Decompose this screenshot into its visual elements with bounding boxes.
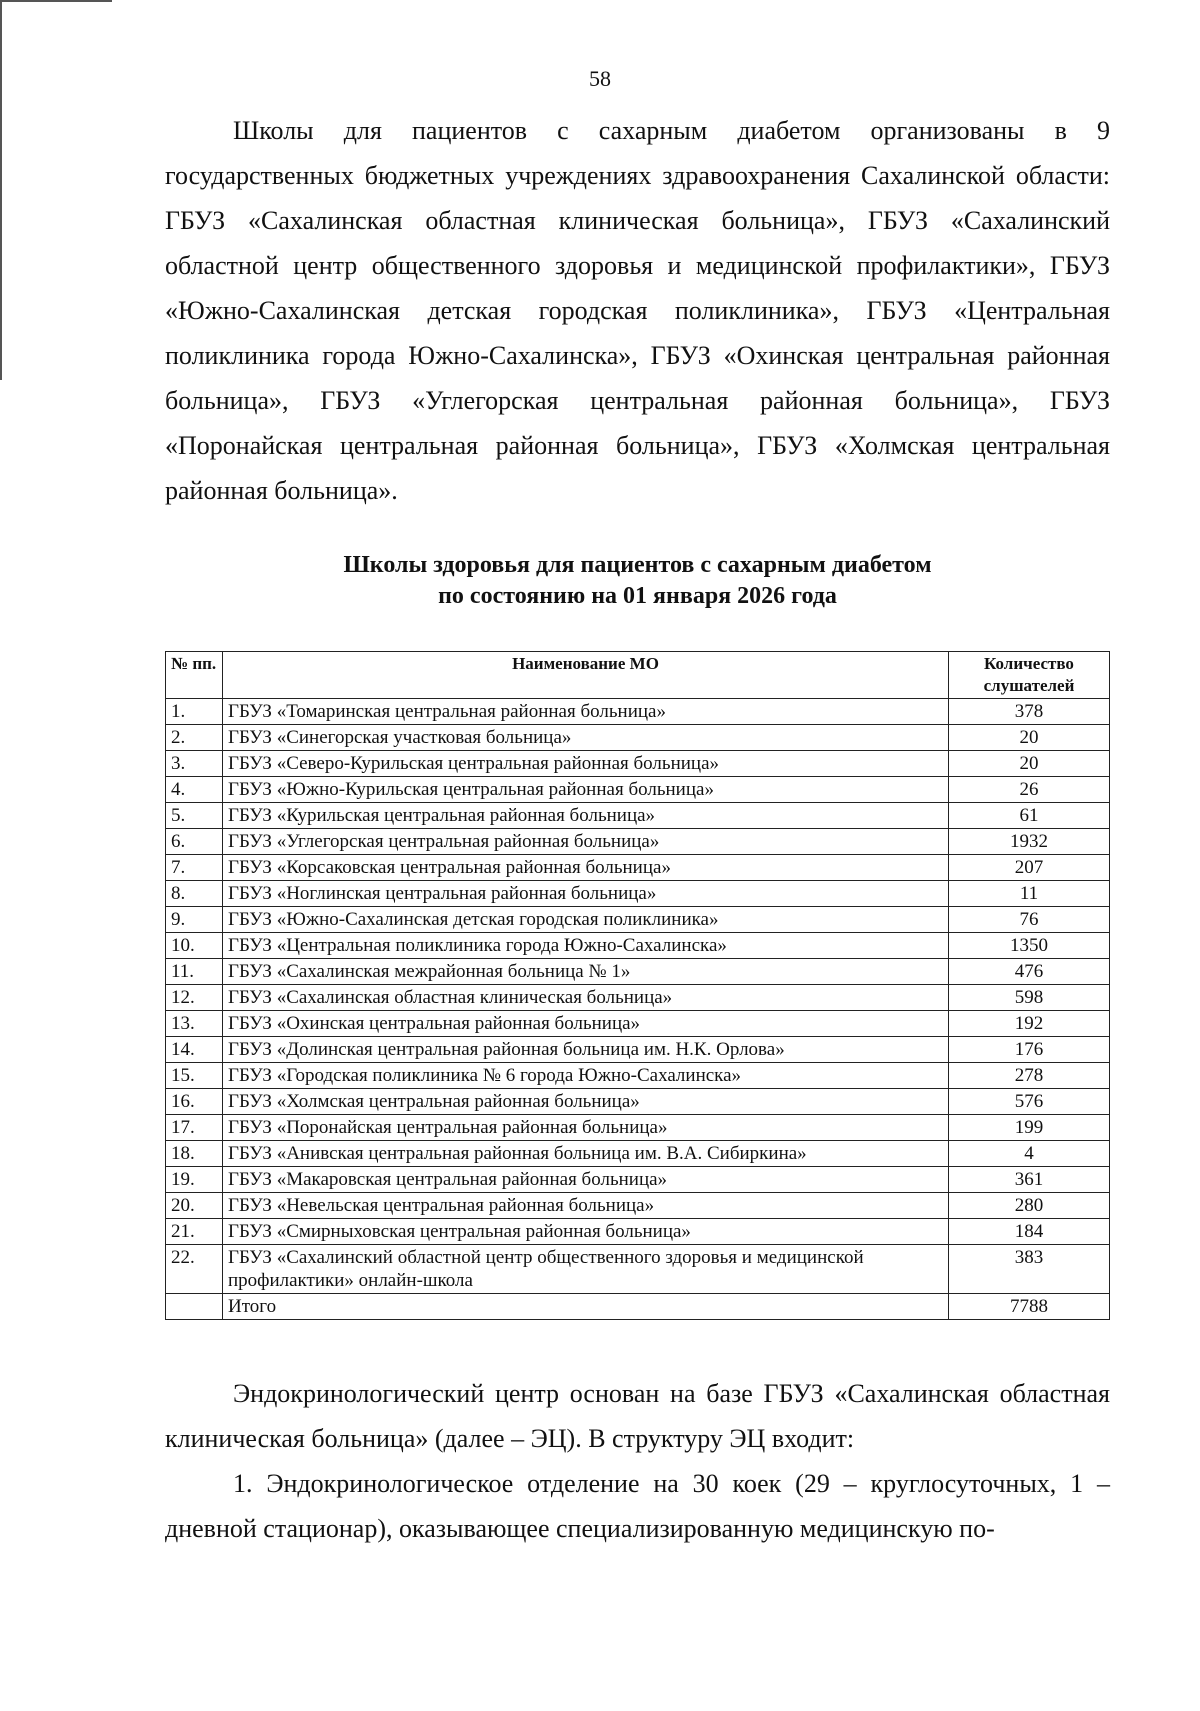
table-row xyxy=(166,751,1110,777)
row-mo-name: ГБУЗ «Курильская центральная районная больница» xyxy=(223,803,949,829)
row-listener-count: 476 xyxy=(949,959,1110,985)
row-mo-name: ГБУЗ «Синегорская участковая больница» xyxy=(223,725,949,751)
row-listener-count: 4 xyxy=(949,1141,1110,1167)
row-number: 14. xyxy=(166,1037,223,1063)
table-row xyxy=(166,829,1110,855)
row-number: 2. xyxy=(166,725,223,751)
scan-edge-top xyxy=(0,0,112,2)
table-row xyxy=(166,777,1110,803)
row-mo-name: ГБУЗ «Анивская центральная районная больница им. В.А. Сибиркина» xyxy=(223,1141,949,1167)
table-title-line-2: по состоянию на 01 января 2026 года xyxy=(438,583,837,609)
row-listener-count: 383 xyxy=(949,1245,1110,1294)
row-mo-name: ГБУЗ «Смирныховская центральная районная больница» xyxy=(223,1219,949,1245)
row-listener-count: 192 xyxy=(949,1011,1110,1037)
table-row xyxy=(166,1037,1110,1063)
row-mo-name: ГБУЗ «Долинская центральная районная больница им. Н.К. Орлова» xyxy=(223,1037,949,1063)
row-listener-count: 280 xyxy=(949,1193,1110,1219)
row-number: 17. xyxy=(166,1115,223,1141)
row-number: 6. xyxy=(166,829,223,855)
table-row xyxy=(166,985,1110,1011)
row-number: 11. xyxy=(166,959,223,985)
row-listener-count: 20 xyxy=(949,725,1110,751)
table-row xyxy=(166,855,1110,881)
row-mo-name: ГБУЗ «Невельская центральная районная больница» xyxy=(223,1193,949,1219)
table-row xyxy=(166,1193,1110,1219)
row-listener-count: 278 xyxy=(949,1063,1110,1089)
row-number: 18. xyxy=(166,1141,223,1167)
row-number: 22. xyxy=(166,1245,223,1294)
row-mo-name: ГБУЗ «Томаринская центральная районная больница» xyxy=(223,699,949,725)
table-row xyxy=(166,1063,1110,1089)
row-listener-count: 1350 xyxy=(949,933,1110,959)
intro-paragraph: Школы для пациентов с сахарным диабетом организованы в 9 государственных бюджетных учреждениях здравоохранения Сахалинской области: ГБУЗ «Сахалинская областная клиническая больница», ГБУЗ «Сахалинский областной центр общественного здоровья и медицинской профилактики», ГБУЗ «Южно-Сахалинская детская городская поликлиника», ГБУЗ «Центральная поликлиника города Южно-Сахалинска», ГБУЗ «Охинская центральная районная больница», ГБУЗ «Углегорская центральная районная больница», ГБУЗ «Поронайская центральная районная больница», ГБУЗ «Холмская центральная районная больница». xyxy=(165,116,1110,505)
table-row xyxy=(166,933,1110,959)
row-listener-count: 26 xyxy=(949,777,1110,803)
row-listener-count: 61 xyxy=(949,803,1110,829)
row-mo-name: ГБУЗ «Углегорская центральная районная больница» xyxy=(223,829,949,855)
header-count: Количество слушателей xyxy=(949,652,1110,699)
row-listener-count: 176 xyxy=(949,1037,1110,1063)
row-listener-count: 361 xyxy=(949,1167,1110,1193)
row-number: 13. xyxy=(166,1011,223,1037)
table-title-line-1: Школы здоровья для пациентов с сахарным диабетом xyxy=(343,552,932,578)
row-number: 5. xyxy=(166,803,223,829)
table-row xyxy=(166,1089,1110,1115)
row-listener-count: 7788 xyxy=(949,1294,1110,1320)
row-mo-name: ГБУЗ «Поронайская центральная районная больница» xyxy=(223,1115,949,1141)
table-row xyxy=(166,1141,1110,1167)
row-mo-name: ГБУЗ «Макаровская центральная районная больница» xyxy=(223,1167,949,1193)
row-listener-count: 207 xyxy=(949,855,1110,881)
header-num: № пп. xyxy=(166,652,223,699)
table-row xyxy=(166,725,1110,751)
row-number: 1. xyxy=(166,699,223,725)
table-row xyxy=(166,881,1110,907)
row-number: 21. xyxy=(166,1219,223,1245)
table-row xyxy=(166,1167,1110,1193)
row-listener-count: 598 xyxy=(949,985,1110,1011)
table-body xyxy=(166,699,1110,1320)
row-mo-name: ГБУЗ «Северо-Курильская центральная районная больница» xyxy=(223,751,949,777)
table-header-row xyxy=(166,652,1110,699)
row-mo-name: ГБУЗ «Сахалинская областная клиническая больница» xyxy=(223,985,949,1011)
table-row xyxy=(166,1219,1110,1245)
row-listener-count: 20 xyxy=(949,751,1110,777)
table-row xyxy=(166,959,1110,985)
row-number: 20. xyxy=(166,1193,223,1219)
row-number: 7. xyxy=(166,855,223,881)
row-number: 16. xyxy=(166,1089,223,1115)
row-number: 8. xyxy=(166,881,223,907)
table-row xyxy=(166,907,1110,933)
row-mo-name: ГБУЗ «Охинская центральная районная больница» xyxy=(223,1011,949,1037)
header-name: Наименование МО xyxy=(223,652,949,699)
table-row xyxy=(166,1011,1110,1037)
table-total-row xyxy=(166,1294,1110,1320)
row-number xyxy=(166,1294,223,1320)
row-number: 3. xyxy=(166,751,223,777)
row-number: 9. xyxy=(166,907,223,933)
table-row xyxy=(166,1245,1110,1294)
row-number: 4. xyxy=(166,777,223,803)
row-mo-name: ГБУЗ «Холмская центральная районная больница» xyxy=(223,1089,949,1115)
row-mo-name: Итого xyxy=(223,1294,949,1320)
row-listener-count: 76 xyxy=(949,907,1110,933)
paragraph-endocrinology-center: Эндокринологический центр основан на базе ГБУЗ «Сахалинская областная клиническая больница» (далее – ЭЦ). В структуру ЭЦ входит: xyxy=(165,1379,1110,1453)
row-mo-name: ГБУЗ «Сахалинская межрайонная больница № 1» xyxy=(223,959,949,985)
page-number: 58 xyxy=(589,66,611,91)
row-number: 12. xyxy=(166,985,223,1011)
row-mo-name: ГБУЗ «Южно-Курильская центральная районная больница» xyxy=(223,777,949,803)
table-title xyxy=(165,550,1110,612)
row-mo-name: ГБУЗ «Южно-Сахалинская детская городская поликлиника» xyxy=(223,907,949,933)
table-row xyxy=(166,1115,1110,1141)
row-mo-name: ГБУЗ «Корсаковская центральная районная больница» xyxy=(223,855,949,881)
row-number: 19. xyxy=(166,1167,223,1193)
row-listener-count: 576 xyxy=(949,1089,1110,1115)
row-mo-name: ГБУЗ «Ноглинская центральная районная больница» xyxy=(223,881,949,907)
row-listener-count: 378 xyxy=(949,699,1110,725)
row-listener-count: 1932 xyxy=(949,829,1110,855)
row-listener-count: 11 xyxy=(949,881,1110,907)
row-mo-name: ГБУЗ «Городская поликлиника № 6 города Южно-Сахалинска» xyxy=(223,1063,949,1089)
row-number: 15. xyxy=(166,1063,223,1089)
row-number: 10. xyxy=(166,933,223,959)
paragraph-endocrinology-department: 1. Эндокринологическое отделение на 30 коек (29 – круглосуточных, 1 – дневной стационар), оказывающее специализированную медицинскую по- xyxy=(165,1469,1110,1543)
schools-table xyxy=(165,651,1110,1320)
row-mo-name: ГБУЗ «Сахалинский областной центр общественного здоровья и медицинской профилактики» онлайн-школа xyxy=(223,1245,949,1294)
row-listener-count: 184 xyxy=(949,1219,1110,1245)
scan-edge-left xyxy=(0,0,2,380)
table-row xyxy=(166,803,1110,829)
table-row xyxy=(166,699,1110,725)
row-mo-name: ГБУЗ «Центральная поликлиника города Южно-Сахалинска» xyxy=(223,933,949,959)
row-listener-count: 199 xyxy=(949,1115,1110,1141)
